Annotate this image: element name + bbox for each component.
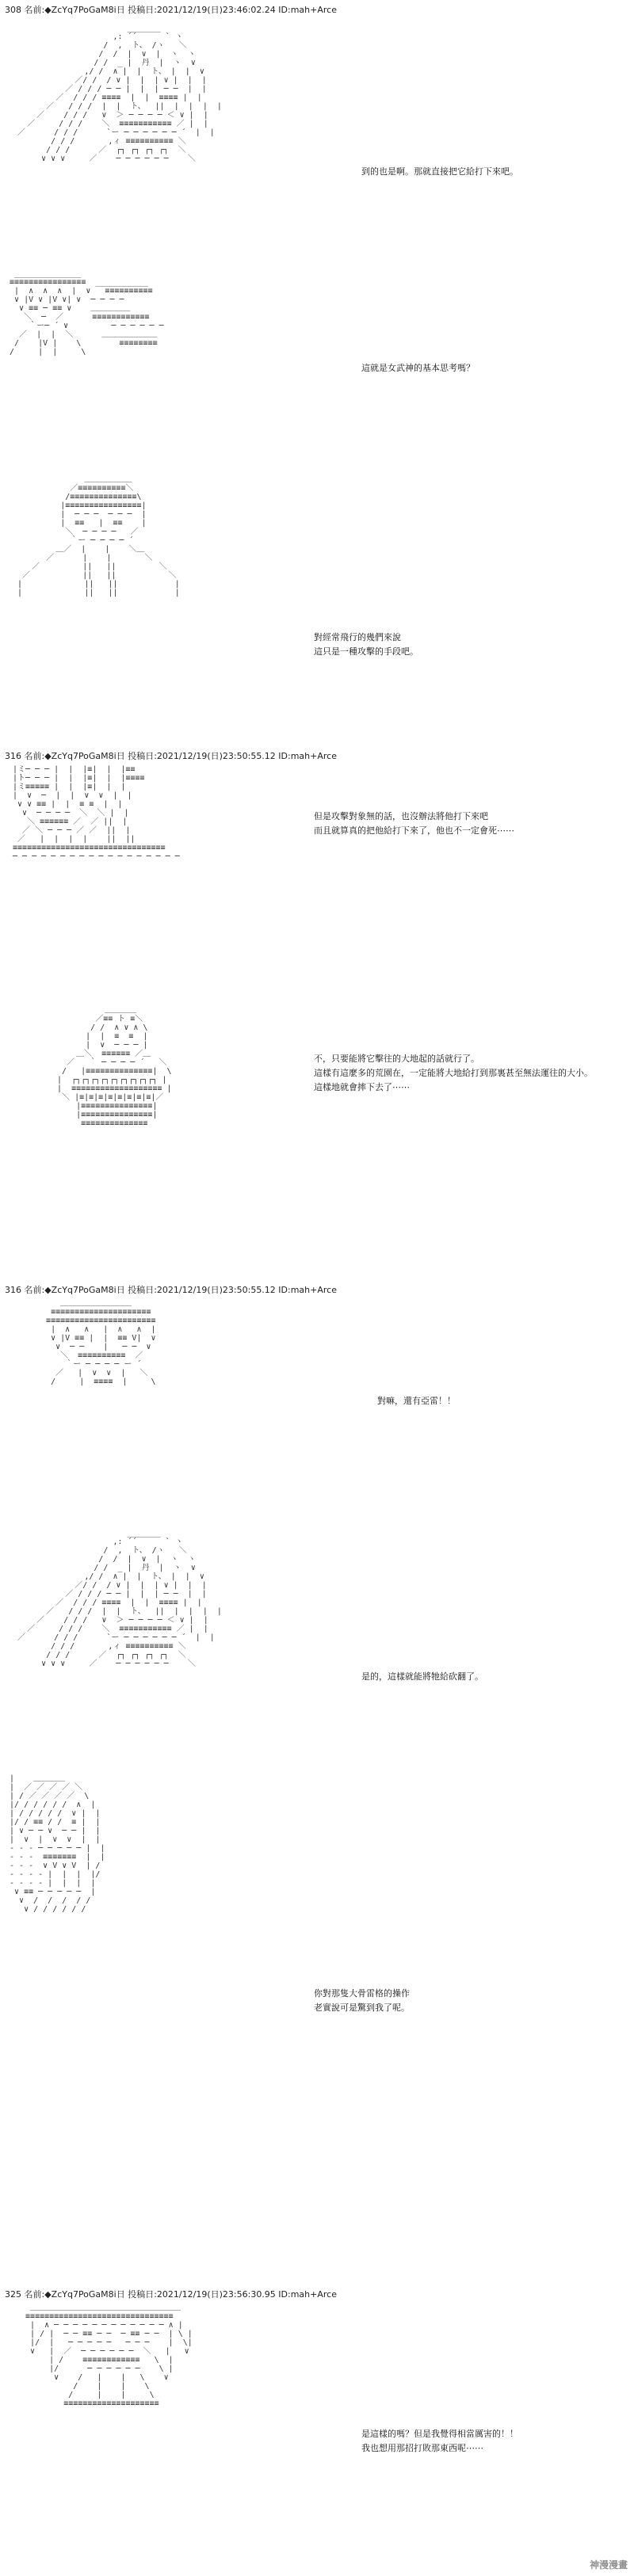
panel-4: [0, 765, 634, 995]
post-header: 325 名前:◆ZcYq7PoGaM8i日 投稿日:2021/12/19(日)23:56:30.95 ID:mah+Arce: [5, 2289, 337, 2300]
dialog-line: 是這樣的嗎？但是我覺得相當厲害的！！: [361, 2429, 518, 2439]
panel-1: [0, 16, 634, 238]
dialog-line: 對嘛，還有亞雷！！: [377, 1396, 456, 1406]
ascii-art-character: _______ ,: ´´ ` ヽ / , ト、 /ヽ ＼ / / | ∨ | ヽ ヽ / / _ | 丹 | ヽ ∨ ,/ / ∧ | | ト、 | | ∨ ／/ / / ∨ | | | ∨ | | | ／ / / / ─ ─ | | | ─ ─ | | ／ / / / ≡≡≡≡ | | ≡≡≡≡ | | ／ / / / | | ト、 || | | | | ／ / / / ∨ ＞ ─ ─ ─ ─ ＜ ∨ | | ／ / / / ＼ ≡≡≡≡≡≡≡≡≡≡≡ ／ | | ／ / / / `ー ─ ─ ─ ─ ─ ─ ´ | | / / / ,ィ ≡≡≡≡≡≡≡≡≡≡ ＼ / / / ／ ┌┐ ┌┐ ┌┐ ┌┐ ＼ ∨ ∨ ∨ ／ ─ ─ ─ ─ ─ ─ ＼: [17, 24, 222, 163]
dialog-text: [314, 631, 418, 659]
dialog-line: 這樣地就會摔下去了⋯⋯: [314, 1082, 410, 1092]
dialog-line: 老實說可是驚到我了呢。: [314, 2002, 410, 2013]
dialog-line: 但是攻擊對象無的話，也沒辦法將他打下來吧: [314, 811, 488, 821]
dialog-line: 不，只要能將它擊往的大地起的話就行了。: [314, 1054, 479, 1064]
dialog-line: 這就是女武神的基本思考嗎？: [361, 363, 475, 373]
dialog-text: [361, 361, 475, 375]
dialog-line: 這樣有這麼多的荒園在，一定能將大地給打到那裏甚至無法運往的大小。: [314, 1068, 593, 1078]
panel-6: [0, 1299, 634, 1505]
panel-2: [0, 269, 634, 452]
dialog-text: [377, 1394, 456, 1408]
watermark: 神漫漫畫: [589, 2559, 628, 2570]
dialog-line: 你對那隻大骨雷格的操作: [314, 1988, 410, 1999]
ascii-art-character: _______ ,: ´´ ` ヽ / , ト、 /ヽ ＼ / / | ∨ | ヽ ヽ / / _ | 丹 | ヽ ∨ ,/ / ∧ | | ト、 | | ∨ ／/ / / ∨ | | | ∨ | | | ／ / / / ─ ─ | | | ─ ─ | | ／ / / / ≡≡≡≡ | | ≡≡≡≡ | | ／ / / / | | ト、 || | | | | ／ / / / ∨ ＞ ─ ─ ─ ─ ＜ ∨ | | ／ / / / ＼ ≡≡≡≡≡≡≡≡≡≡≡ ／ | | ／ / / / `ー ─ ─ ─ ─ ─ ─ ´ | | / / / ,ィ ≡≡≡≡≡≡≡≡≡≡ ＼ / / / ／ ┌┐ ┌┐ ┌┐ ┌┐ ＼ ∨ ∨ ∨ ／ ─ ─ ─ ─ ─ ─ ＼: [17, 1529, 222, 1668]
dialog-line: 是的，這樣就能將牠給砍翻了。: [361, 1671, 483, 1682]
post-header: 308 名前:◆ZcYq7PoGaM8i日 投稿日:2021/12/19(日)23:46:02.24 ID:mah+Arce: [5, 5, 337, 15]
ascii-art-character: ＿＿＿＿ ／≡≡ ト ≡＼ / / ∧ ∨ ∧ \ | | ≡ ≡ | | ∨ ─ ─ ─ | ＿＼ ≡≡≡≡≡≡ ／＿ ／ ｀ ─ ─ ─ ─ ´ ＼ / |≡≡≡≡≡≡≡≡≡≡≡≡≡≡| \ | ┌┐┌┐┌┐┌┐┌┐┌┐┌┐┌┐┌┐ | | ≡≡≡≡≡≡≡≡≡≡≡≡≡≡≡≡≡≡≡ | ＼ |≡|≡|≡|≡|≡|≡|≡|≡|／ |≡≡≡≡≡≡≡≡≡≡≡≡≡≡≡| |≡≡≡≡≡≡≡≡≡≡≡≡≡≡≡| ≡≡≡≡≡≡≡≡≡≡≡≡≡≡: [57, 1006, 172, 1128]
ascii-art-character: |ミ─ ─ ─ | | |≡| | |≡≡ |ト─ ─ ─ | | |≡| | |≡≡≡≡ |ミ≡≡≡≡≡ | | |≡| | | | ∨ ─ | | ∨ ∨ | | ∨ ∨ ≡≡ | | ≡ ≡ | | ∨ ─ ─ ─ ─ ＼ ＼ | | ＼ ≡≡≡≡≡≡ ／ ／ || | ／ ＼ ─ ─ ─ ／ ／ || | ／ | | | | || || ≡≡≡≡≡≡≡≡≡≡≡≡≡≡≡≡≡≡≡≡≡≡≡≡≡≡≡≡≡≡≡≡ ─ ─ ─ ─ ─ ─ ─ ─ ─ ─ ─ ─ ─ ─ ─ ─ ─ ─: [13, 765, 180, 861]
post-header: 316 名前:◆ZcYq7PoGaM8i日 投稿日:2021/12/19(日)23:50:55.12 ID:mah+Arce: [5, 1285, 337, 1295]
dialog-line: 到的也是啊。那就直接把它給打下來吧。: [361, 166, 518, 177]
dialog-text: [361, 165, 518, 179]
ascii-art-character: ______________ ≡≡≡≡≡≡≡≡≡≡≡≡≡≡≡≡ ___________ | ∧ ∧ ∧ | ∨ ≡≡≡≡≡≡≡≡≡≡ ∨ |V ∨ |V ∨| ∨ ─ ─ ─ ─ ∨ ≡≡ ─ ≡≡ ∨ ＿＿＿＿＿ ＼ ─ ／ ≡≡≡≡≡≡≡≡≡≡≡≡ ｀ー─ ´ ∨ ─ ─ ─ ─ ─ ─ ／ | | ＼ ＿＿＿＿＿＿＿ / |V | \ ≡≡≡≡≡≡≡≡ / | | \: [10, 269, 164, 356]
dialog-text: [361, 2427, 518, 2456]
dialog-text: [314, 1052, 593, 1095]
dialog-text: [314, 810, 514, 838]
ascii-art-character: ＿＿＿＿＿＿＿＿＿ ≡≡≡≡≡≡≡≡≡≡≡≡≡≡≡≡≡≡≡≡≡ ≡≡≡≡≡≡≡≡≡≡≡≡≡≡≡≡≡≡≡≡≡≡≡ | ∧ ∧ | ∧ ∧ | ∨ |V ≡≡ | | ≡≡ V| ∨ ∨ ─ ─ | ─ ─ ∨ ＼ ≡≡≡≡≡≡≡≡≡≡ ／ ｀ー ─ ─ ─ ─ ー ´ ／ | ∨ ∨ | ＼ / | ≡≡≡≡ | \: [46, 1299, 156, 1386]
dialog-line: 這只是一種攻擊的手段吧。: [314, 646, 418, 657]
panel-3: [0, 475, 634, 745]
dialog-line: 對經常飛行的幾們來說: [314, 632, 401, 642]
ascii-art-character: ＿＿＿＿＿＿ ／≡≡≡≡≡≡≡≡≡≡＼ /≡≡≡≡≡≡≡≡≡≡≡≡≡≡\ |≡≡≡≡≡≡≡≡≡≡≡≡≡≡≡≡| | ─ ─ ─ ─ ─ ─ | | ≡≡ | ≡≡ | ＼ ─ ─ ─ ─ ／ ｀ー ─ ─ ─ ─ ´ ＿／ | | ＼＿ ／ | | ＼ ／ || || ＼ ／ || || ＼ | || || | | || || |: [17, 475, 180, 597]
ascii-art-character: | ＿＿＿＿ | ／ ／ ／ ／ ＼ | / ／ ／ ／ ／ \ |/ / / / / / ∧ | | / / / / / ∨ | | |/ / ≡≡ / / ≡ | | | ∨ ─ ─ ∨ ─ ─ | | | ∨ | ∨ ∨ | | - - - ─ ─ ─ ─ ─ | | - - - ≡≡≡≡≡≡≡ | | - - - ∨ V ∨ V | / - - - - | | | |/ - - - - | | | | ∨ ≡≡ ─ ─ ─ ─ ─ | ∨ / / / / / ∨ / / / / / /: [10, 1774, 105, 1914]
panel-5: [0, 1006, 634, 1252]
dialog-line: 我也想用那招打敗那東西呢⋯⋯: [361, 2443, 483, 2453]
dialog-line: 而且就算真的把他給打下來了，他也不一定會死⋯⋯: [314, 825, 514, 836]
dialog-text: [361, 1670, 483, 1684]
panel-7: [0, 1529, 634, 1766]
dialog-text: [314, 1987, 410, 2015]
panel-9: [0, 2304, 634, 2573]
post-header: 316 名前:◆ZcYq7PoGaM8i日 投稿日:2021/12/19(日)23:50:55.12 ID:mah+Arce: [5, 751, 337, 761]
ascii-art-character: ＿＿＿＿＿＿＿＿＿＿＿＿＿＿＿＿＿＿＿ ≡≡≡≡≡≡≡≡≡≡≡≡≡≡≡≡≡≡≡≡≡≡≡≡≡≡≡≡≡≡≡ | ∧ ─ ─ ─ ─ ─ ─ ─ ─ ─ ─ ─ ─ ∧ | | / | ─ ─ ≡≡ ─ ─ ─ ≡≡ ─ ─ | \ | |/ | ─ ─ ─ ─ ─ ─ ─ ─ | \| ∨ | ／ ─ ─ ─ ─ ─ ─ ＼ | ∨ | / ≡≡≡≡≡≡≡≡≡≡≡≡ \ | |/ ─ ─ ─ ─ ─ ─ \ | ∨ / | | \ ∨ / | | \ / | | \ ≡≡≡≡≡≡≡≡≡≡≡≡≡≡≡≡≡≡≡≡: [25, 2304, 193, 2408]
panel-8: [0, 1774, 634, 2091]
